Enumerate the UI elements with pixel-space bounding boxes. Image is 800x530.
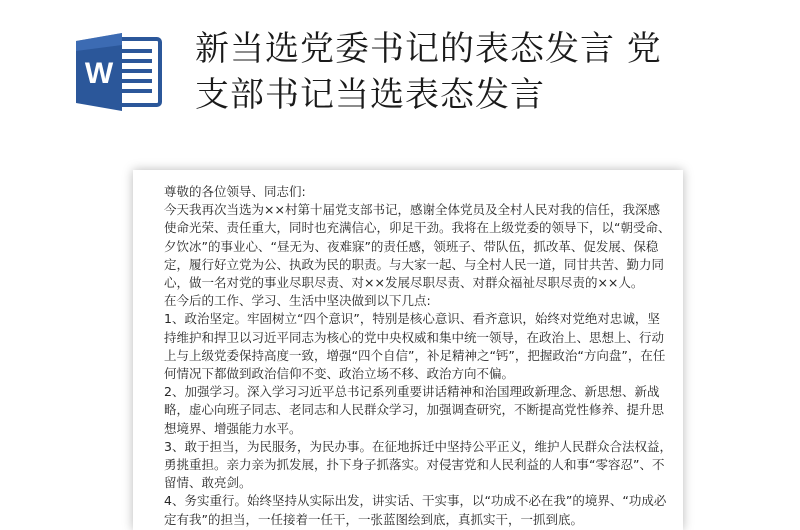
page-title	[195, 26, 775, 118]
title-line-2: 支部书记当选表态发言	[195, 75, 545, 115]
document-body	[164, 183, 672, 529]
svg-text:W: W	[84, 57, 114, 90]
paragraph-point-3: 3、敢于担当，为民服务，为民办事。在征地拆迁中坚持公平正义，维护人民群众合法权益，勇挑重担。亲力亲为抓发展，扑下身子抓落实。对侵害党和人民利益的人和事“零容忍”、不留情、敢亮剑。	[164, 438, 672, 491]
paragraph-point-4: 4、务实重行。始终坚持从实际出发，讲实话、干实事，以“功成不必在我”的境界、“功成必定有我”的担当，一任接着一任干，一张蓝图绘到底，真抓实干，一抓到底。	[164, 493, 667, 527]
word-document-icon	[74, 31, 164, 113]
paragraph-lead: 在今后的工作、学习、生活中坚决做到以下几点:	[164, 293, 431, 309]
salutation: 尊敬的各位领导、同志们:	[164, 184, 306, 199]
paragraph-point-2: 2、加强学习。深入学习习近平总书记系列重要讲话精神和治国理政新理念、新思想、新战略，虚心向班子同志、老同志和人民群众学习，加强调查研究，不断提高党性修养、提升思想境界、增强能力水平。	[164, 384, 665, 436]
header	[0, 0, 800, 160]
paragraph-intro: 今天我再次当选为××村第十届党支部书记，感谢全体党员及全村人民对我的信任，我深感使命光荣、责任重大，同时也充满信心，卯足干劲。我将在上级党委的领导下，以“朝受命、夕饮冰”的事业心、“昼无为、夜难寐”的责任感，领班子、带队伍，抓改革、促发展、保稳定，履行好立党为公、执政为民的职责。与大家一起、与全村人民一道，同甘共苦、勤力同心，做一名对党的事业尽职尽责、对××发展尽职尽责、对群众福祉尽职尽责的××人。	[164, 202, 671, 291]
paragraph-point-1: 1、政治坚定。牢固树立“四个意识”，特别是核心意识、看齐意识，始终对党绝对忠诚，坚持维护和捍卫以习近平同志为核心的党中央权威和集中统一领导，在政治上、思想上、行动上与上级党委保持高度一致，增强“四个自信”，补足精神之“钙”，把握政治“方向盘”，在任何情况下都做到政治信仰不变、政治立场不移、政治方向不偏。	[164, 311, 666, 382]
title-line-1: 新当选党委书记的表态发言 党	[195, 29, 662, 69]
